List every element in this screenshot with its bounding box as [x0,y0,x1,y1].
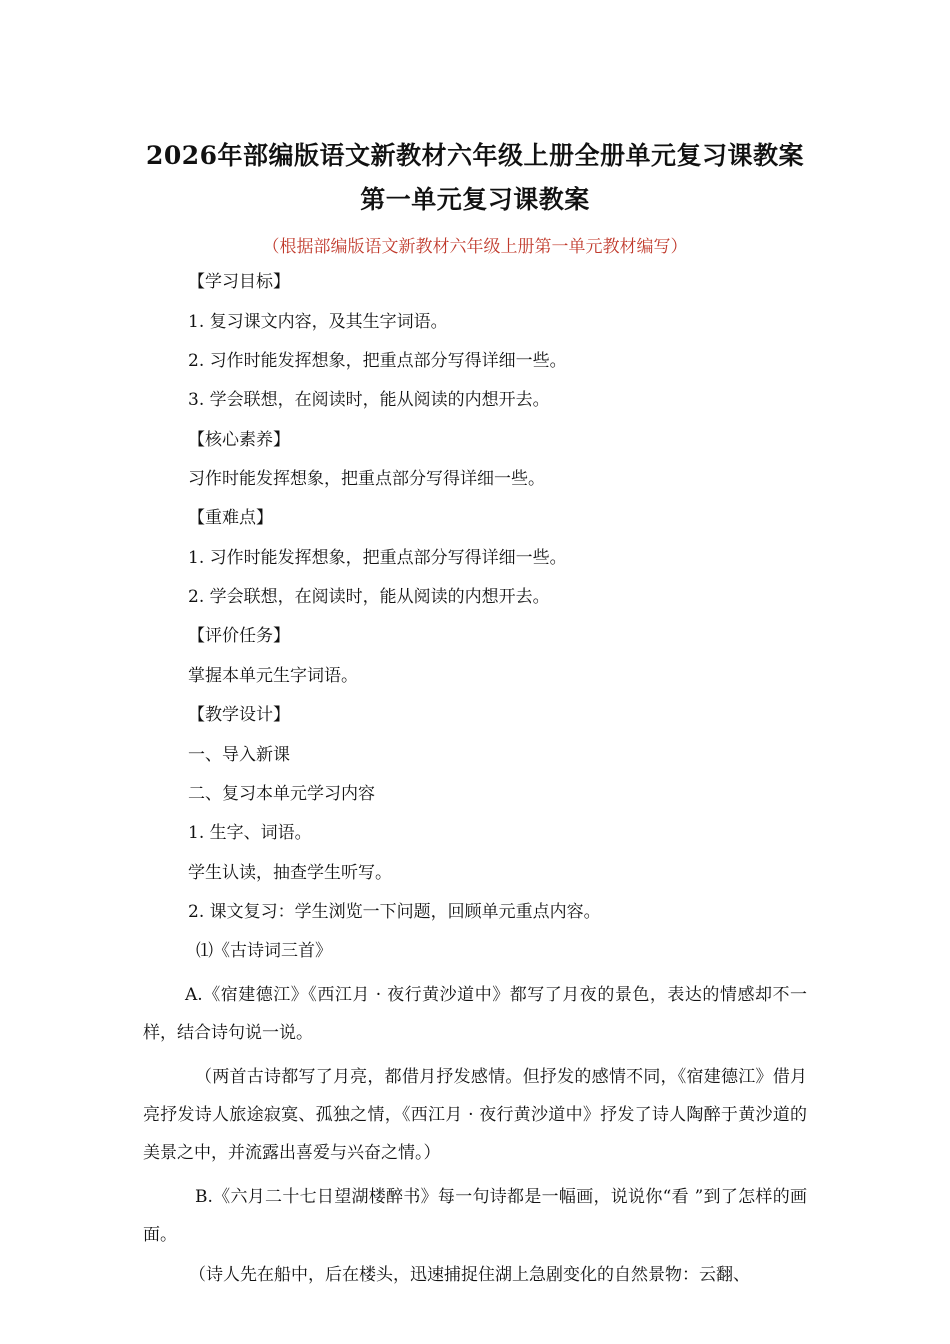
document-subtitle: （根据部编版语文新教材六年级上册第一单元教材编写） [262,237,688,257]
goal-item-3: 3. 学会联想，在阅读时，能从阅读的内想开去。 [188,390,550,410]
key-item-1: 1. 习作时能发挥想象，把重点部分写得详细一些。 [188,548,567,568]
review-sub-1-text: 学生认读，抽查学生听写。 [188,863,392,883]
core-heading: 【核心素养】 [188,430,290,450]
key-item-2: 2. 学会联想，在阅读时，能从阅读的内想开去。 [188,587,550,607]
design-step-2: 二、复习本单元学习内容 [188,784,375,804]
question-b: B.《六月二十七日望湖楼醉书》每一句诗都是一幅画，说说你“看 ”到了怎样的画面。 [143,1187,807,1245]
eval-text: 掌握本单元生字词语。 [188,666,358,686]
goals-heading: 【学习目标】 [188,272,290,292]
goal-item-1: 1. 复习课文内容，及其生字词语。 [188,312,448,332]
review-sub-1: 1. 生字、词语。 [188,823,312,843]
design-heading: 【教学设计】 [188,705,290,725]
unit-title: 第一单元复习课教案 [360,185,590,214]
design-step-1: 一、导入新课 [188,745,290,765]
answer-a: （两首古诗都写了月亮，都借月抒发感情。但抒发的感情不同，《宿建德江》借月亮抒发诗人旅途寂寞、孤独之情，《西江月 · 夜行黄沙道中》抒发了诗人陶醉于黄沙道的美景之中，并流露出喜爱与兴奋之情。） [143,1067,807,1163]
key-heading: 【重难点】 [188,508,273,528]
core-text: 习作时能发挥想象，把重点部分写得详细一些。 [188,469,545,489]
document-title: 2026年部编版语文新教材六年级上册全册单元复习课教案 [145,141,805,170]
eval-heading: 【评价任务】 [188,626,290,646]
review-sub-2: 2. 课文复习：学生浏览一下问题，回顾单元重点内容。 [188,902,601,922]
answer-b: （诗人先在船中，后在楼头，迅速捕捉住湖上急剧变化的自然景物：云翻、 [189,1265,750,1285]
review-item-1: ⑴《古诗词三首》 [196,941,332,961]
question-a: A.《宿建德江》《西江月 · 夜行黄沙道中》都写了月夜的景色，表达的情感却不一样，结合诗句说一说。 [143,985,807,1043]
goal-item-2: 2. 习作时能发挥想象，把重点部分写得详细一些。 [188,351,567,371]
